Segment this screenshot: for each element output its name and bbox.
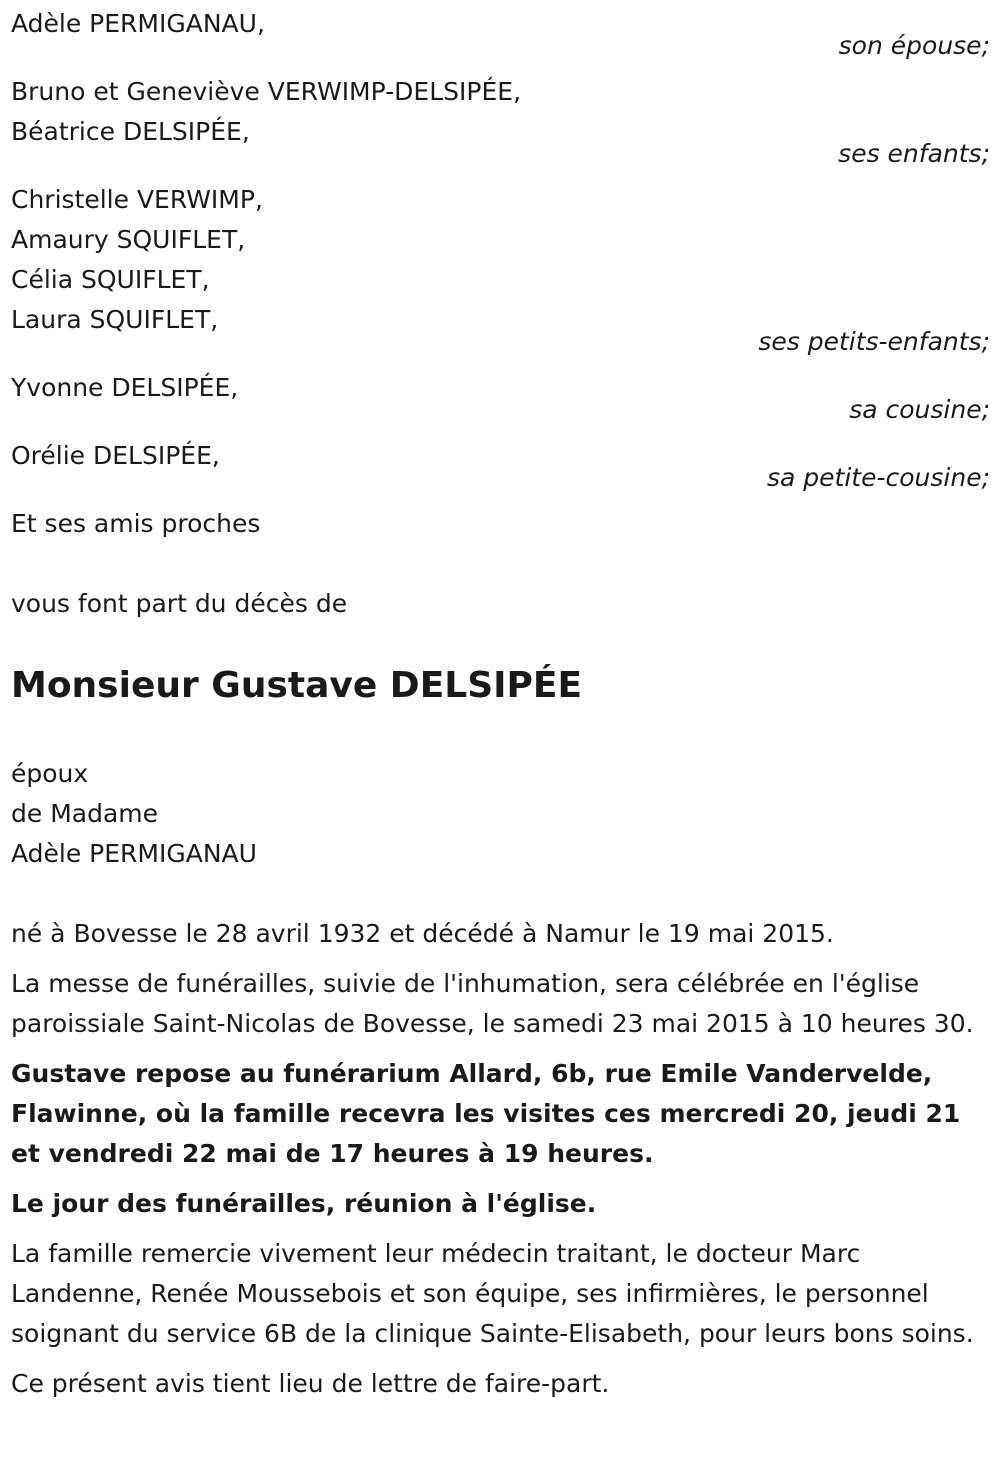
family-name: Béatrice DELSIPÉE,: [11, 117, 250, 146]
family-name: Yvonne DELSIPÉE,: [11, 373, 239, 402]
meeting-text: Le jour des funérailles, réunion à l'église.: [11, 1189, 597, 1218]
family-group-cousin: [11, 368, 990, 430]
spouse-line: de Madame: [11, 799, 159, 828]
family-role: sa cousine;: [849, 395, 990, 424]
family-group-spouse: [11, 4, 990, 66]
family-name: Adèle PERMIGANAU,: [11, 9, 265, 38]
visits-text: Gustave repose au funérarium Allard, 6b, rue Emile Vandervelde, Flawinne, où la famille recevra les visites ces mercredi 20, jeudi 21 et vendredi 22 mai de 17 heures à 19 heures.: [11, 1059, 961, 1168]
family-group-grandchildren: [11, 180, 990, 362]
family-group-second-cousin: [11, 436, 990, 498]
family-role: ses enfants;: [838, 139, 990, 168]
family-name: Laura SQUIFLET,: [11, 305, 219, 334]
family-name: Christelle VERWIMP,: [11, 185, 263, 214]
closing-text: Ce présent avis tient lieu de lettre de faire-part.: [11, 1369, 610, 1398]
family-name: Orélie DELSIPÉE,: [11, 441, 220, 470]
thanks-text: La famille remercie vivement leur médecin traitant, le docteur Marc Landenne, Renée Moussebois et son équipe, ses infirmières, le personnel soignant du service 6B de la clinique Sainte-Elisabeth, pour leurs bons soins.: [11, 1239, 974, 1348]
family-role: son épouse;: [838, 31, 990, 60]
family-name: Célia SQUIFLET,: [11, 265, 210, 294]
announcement-line: vous font part du décès de: [11, 589, 348, 618]
family-name: Bruno et Geneviève VERWIMP-DELSIPÉE,: [11, 77, 522, 106]
family-role: sa petite-cousine;: [767, 463, 990, 492]
family-role: ses petits-enfants;: [758, 327, 990, 356]
friends-line: Et ses amis proches: [11, 509, 261, 538]
birth-death-text: né à Bovesse le 28 avril 1932 et décédé à Namur le 19 mai 2015.: [11, 919, 834, 948]
funeral-mass-text: La messe de funérailles, suivie de l'inhumation, sera célébrée en l'église paroissiale Saint-Nicolas de Bovesse, le samedi 23 mai 2015 à 10 heures 30.: [11, 969, 974, 1038]
family-group-children: [11, 72, 990, 174]
spouse-line: Adèle PERMIGANAU: [11, 839, 257, 868]
spouse-line: époux: [11, 759, 89, 788]
family-name: Amaury SQUIFLET,: [11, 225, 246, 254]
deceased-name: Monsieur Gustave DELSIPÉE: [11, 665, 583, 706]
